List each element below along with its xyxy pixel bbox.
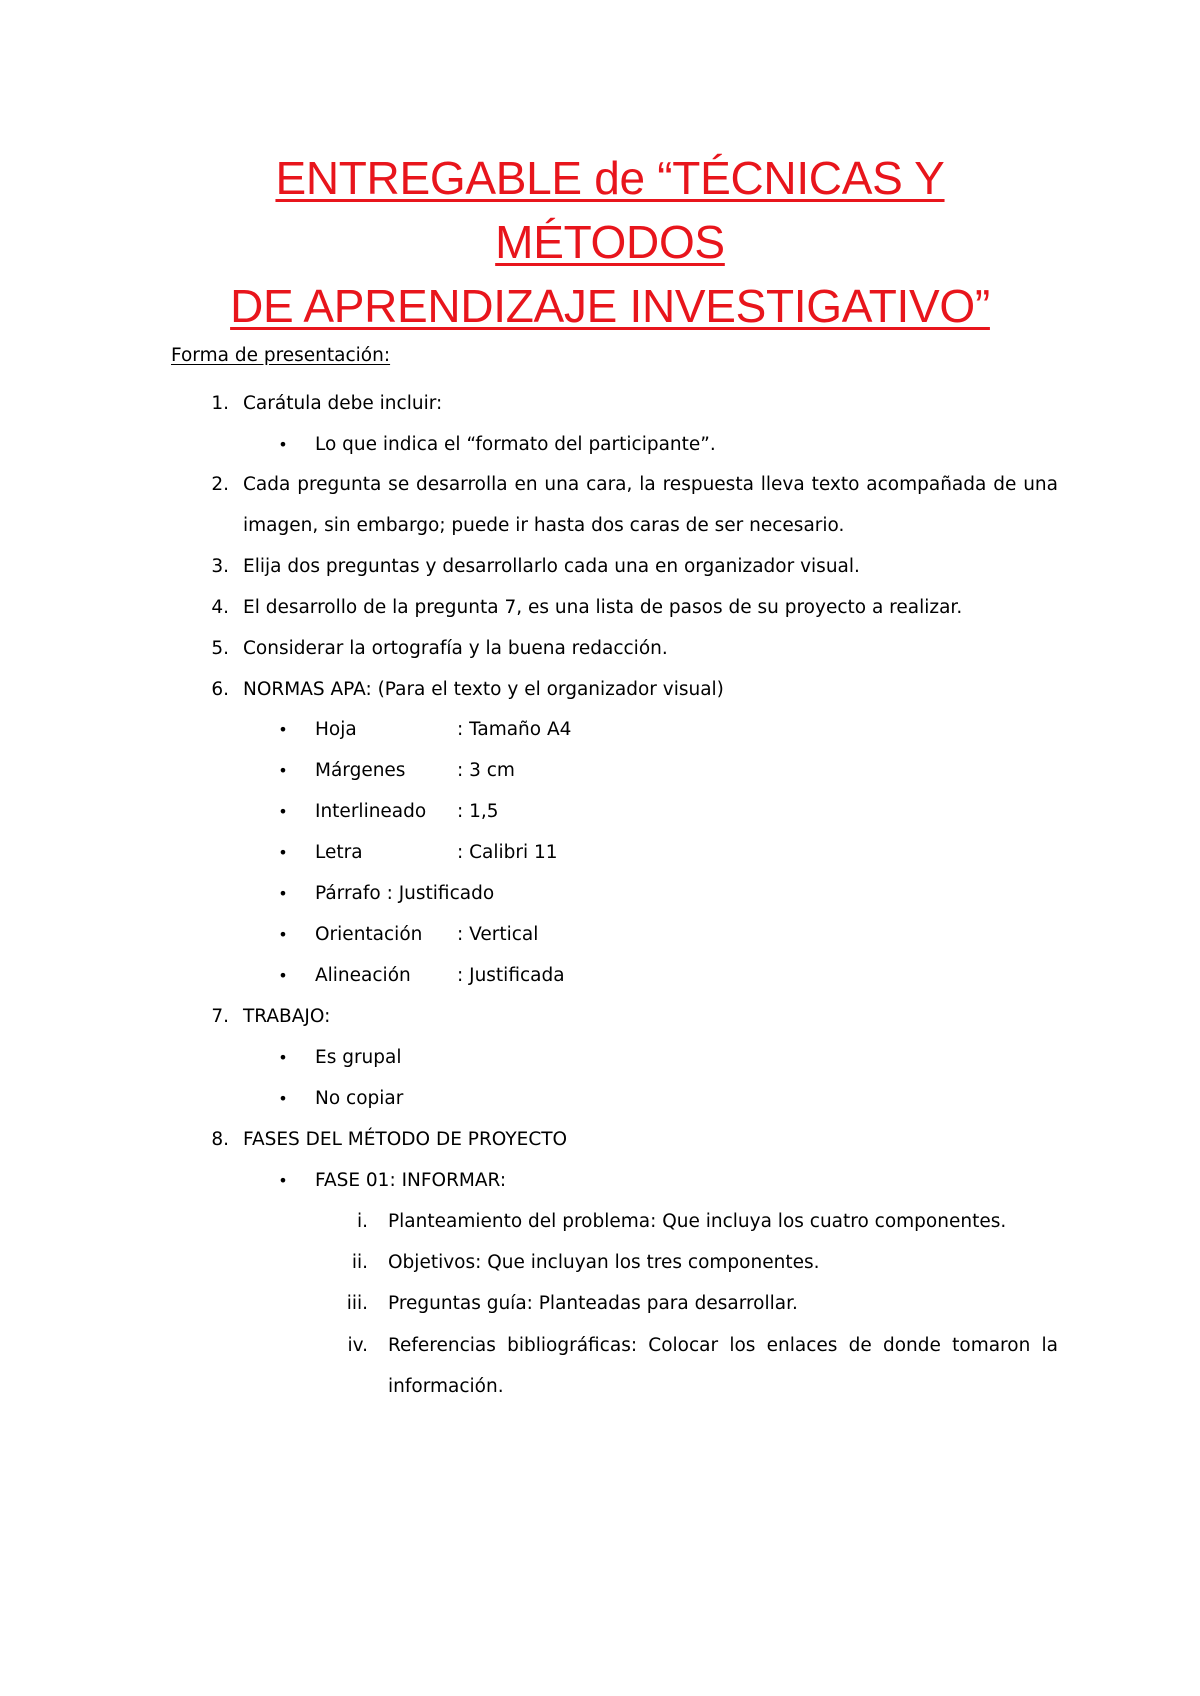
title-line-2: DE APRENDIZAJE INVESTIGATIVO” — [230, 280, 990, 332]
list-item-text: Cada pregunta se desarrolla en una cara, la respuesta lleva texto acompañada de una — [243, 474, 1058, 495]
bullet-item-text: FASE 01: INFORMAR: — [315, 1170, 507, 1191]
roman-numeral: i. — [356, 1211, 368, 1232]
apa-norm-value: : 3 cm — [457, 760, 515, 781]
title-line-1: ENTREGABLE de “TÉCNICAS Y MÉTODOS — [275, 152, 945, 268]
list-item-text: Carátula debe incluir: — [243, 393, 443, 414]
sub-item-text: Objetivos: Que incluyan los tres componentes. — [388, 1252, 820, 1273]
bullet-glyph: • — [278, 925, 288, 944]
list-number: 6. — [211, 679, 229, 700]
roman-numeral: ii. — [351, 1252, 368, 1273]
roman-numeral: iv. — [347, 1335, 368, 1356]
apa-norm-row — [315, 800, 499, 824]
apa-norm-value: : 1,5 — [457, 801, 499, 822]
apa-norm-label: Interlineado — [315, 801, 427, 822]
apa-norm-value: : Justificado — [386, 883, 495, 904]
sub-item-text: Referencias bibliográficas: Colocar los enlaces de donde tomaron la — [388, 1335, 1058, 1356]
list-number: 1. — [211, 393, 229, 414]
apa-norm-row — [315, 718, 571, 742]
list-number: 2. — [211, 474, 229, 495]
bullet-glyph: • — [278, 843, 288, 862]
bullet-glyph: • — [278, 1089, 288, 1108]
bullet-item-text: No copiar — [315, 1088, 404, 1109]
apa-norm-value: : Vertical — [457, 924, 539, 945]
sub-item-text: Preguntas guía: Planteadas para desarrollar. — [388, 1293, 798, 1314]
list-number: 3. — [211, 556, 229, 577]
list-number: 7. — [211, 1006, 229, 1027]
bullet-item-text: Lo que indica el “formato del participante”. — [315, 434, 716, 455]
bullet-glyph: • — [278, 761, 288, 780]
apa-norm-label: Párrafo — [315, 883, 381, 904]
list-number: 8. — [211, 1129, 229, 1150]
apa-norm-label: Letra — [315, 842, 363, 863]
subheading: Forma de presentación: — [171, 345, 391, 366]
bullet-glyph: • — [278, 435, 288, 454]
roman-numeral: iii. — [346, 1293, 368, 1314]
bullet-item-text: Es grupal — [315, 1047, 402, 1068]
apa-norm-label: Orientación — [315, 924, 423, 945]
list-number: 5. — [211, 638, 229, 659]
apa-norm-row — [315, 923, 538, 947]
apa-norm-row — [315, 964, 565, 988]
bullet-glyph: • — [278, 720, 288, 739]
sub-item-text: Planteamiento del problema: Que incluya los cuatro componentes. — [388, 1211, 1007, 1232]
sub-item-text-continued: información. — [388, 1376, 504, 1397]
list-item-text: El desarrollo de la pregunta 7, es una lista de pasos de su proyecto a realizar. — [243, 597, 963, 618]
apa-norm-label: Márgenes — [315, 760, 406, 781]
apa-norm-label: Alineación — [315, 965, 411, 986]
apa-norm-row — [315, 759, 515, 783]
apa-norm-value: : Tamaño A4 — [457, 719, 572, 740]
bullet-glyph: • — [278, 802, 288, 821]
bullet-glyph: • — [278, 1048, 288, 1067]
list-item-text: FASES DEL MÉTODO DE PROYECTO — [243, 1129, 568, 1150]
apa-norm-row — [315, 882, 494, 906]
list-item-text: TRABAJO: — [243, 1006, 331, 1027]
bullet-glyph: • — [278, 966, 288, 985]
list-item-text: Elija dos preguntas y desarrollarlo cada una en organizador visual. — [243, 556, 860, 577]
list-item-text-continued: imagen, sin embargo; puede ir hasta dos caras de ser necesario. — [243, 515, 845, 536]
list-item-text: NORMAS APA: (Para el texto y el organizador visual) — [243, 679, 724, 700]
apa-norm-row — [315, 841, 558, 865]
list-item-text: Considerar la ortografía y la buena redacción. — [243, 638, 668, 659]
bullet-glyph: • — [278, 1171, 288, 1190]
list-number: 4. — [211, 597, 229, 618]
bullet-glyph: • — [278, 884, 288, 903]
apa-norm-label: Hoja — [315, 719, 357, 740]
document-title — [170, 146, 1050, 338]
apa-norm-value: : Justificada — [457, 965, 565, 986]
apa-norm-value: : Calibri 11 — [457, 842, 558, 863]
